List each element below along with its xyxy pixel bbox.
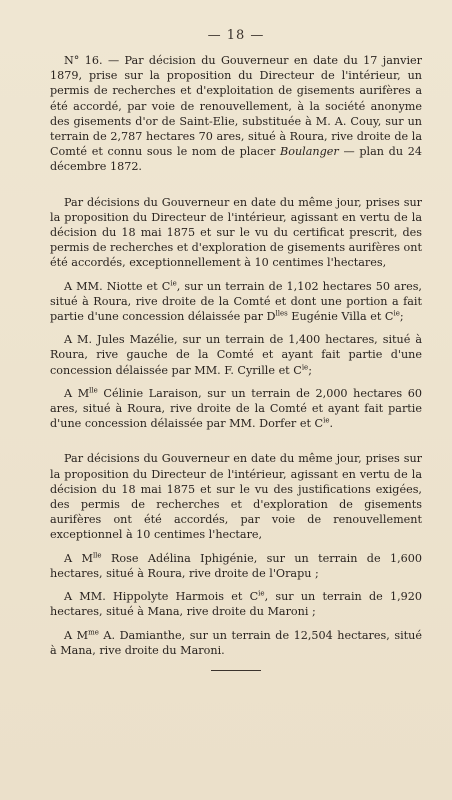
abbrev-superscript: me — [88, 627, 99, 636]
paragraph-text: , sur un terrain de 1,920 hectares, situé à Mana, rive droite du Maroni ; — [50, 590, 422, 619]
paragraph-grant-iphigenie — [50, 551, 422, 581]
paragraph-text: A M. Jules Mazélie, sur un terrain de 1,400 hectares, situé à Roura, rive gauche de la Comté et ayant fait partie d'une concession délaissée par MM. F. Cyrille et C — [50, 333, 422, 377]
placer-name: Boulanger — [280, 145, 339, 159]
abbrev-superscript: ie — [170, 278, 177, 287]
closing-rule — [211, 670, 261, 671]
paragraph-grant-niotte — [50, 279, 422, 325]
paragraph-text: Eugénie Villa et C — [287, 310, 394, 324]
paragraph-text: A MM. Niotte et C — [64, 279, 171, 293]
abbrev-superscript: lles — [275, 309, 288, 318]
paragraph-grant-mazelie — [50, 332, 422, 378]
paragraph-text: A. Damianthe, sur un terrain de 12,504 hectares, situé à Mana, rive droite du Maroni. — [50, 628, 422, 657]
abbrev-superscript: ie — [258, 589, 265, 598]
paragraph-text: A M — [64, 386, 90, 400]
paragraph-text: ; — [308, 363, 312, 377]
paragraph-text: ; — [399, 310, 404, 324]
paragraph-text: , sur un terrain de 1,102 hectares 50 ares, situé à Roura, rive droite de la Comté et dont une portion a fait partie d'une concession délaissée par D — [50, 279, 422, 324]
abbrev-superscript: ie — [323, 416, 330, 425]
paragraph-text: — plan du 24 décembre 1872. — [50, 145, 422, 174]
paragraph-text: A M — [64, 628, 89, 642]
paragraph-grant-laraison — [50, 386, 422, 432]
page-number: — 18 — — [207, 28, 265, 43]
abbrev-superscript: ie — [301, 362, 309, 371]
paragraph-text: Célinie Laraison, sur un terrain de 2,000 hectares 60 ares, situé à Roura, rive droite de la Comté et ayant fait partie d'une concession délaissée par MM. Dorfer et C — [50, 386, 422, 431]
paragraph-grant-harmois — [50, 589, 422, 619]
paragraph-decisions-intro-1: Par décisions du Gouverneur en date du même jour, prises sur la proposition du Directeur de l'intérieur, agissant en vertu de la décision du 18 mai 1875 et sur le vu du certificat prescrit, des permis de recherches et d'exploration de gisements aurifères ont été accordés, exceptionnellement à 10 centimes l'hectares, — [50, 195, 422, 270]
paragraph-text: . — [329, 417, 334, 431]
paragraph-text: A M — [64, 551, 93, 565]
paragraph-text: Rose Adélina Iphigénie, sur un terrain de 1,600 hectares, situé à Roura, rive droite de l'Orapu ; — [50, 551, 423, 580]
paragraph-decisions-intro-2: Par décisions du Gouverneur en date du même jour, prises sur la proposition du Directeur de l'intérieur, agissant en vertu de la décision du 18 mai 1875 et sur le vu des justifications exigées, des permis de recherches et d'exploration de gisements aurifères ont été accordés, par voie de renouvellement exceptionnel à 10 centimes l'hectare, — [50, 452, 422, 542]
paragraph-decision-16 — [50, 53, 422, 175]
paragraph-text: A MM. Hippolyte Harmois et C — [64, 590, 259, 604]
abbrev-superscript: lle — [92, 550, 102, 559]
paragraph-grant-damianthe — [50, 628, 422, 658]
paragraph-text: N° 16. — Par décision du Gouverneur en date du 17 janvier 1879, prise sur la proposition du Directeur de l'intérieur, un permis de recherches et d'exploitation de gisements aurifères a été accordé, par voie de renouvellement, à la société anonyme des gisements d'or de Saint-Elie, substituée à M. A. Couy, sur un terrain de 2,787 hectares 70 ares, situé à Roura, rive droite de la Comté et connu sous le nom de placer — [50, 54, 422, 159]
abbrev-superscript: ie — [393, 309, 400, 318]
abbrev-superscript: lle — [89, 386, 98, 395]
